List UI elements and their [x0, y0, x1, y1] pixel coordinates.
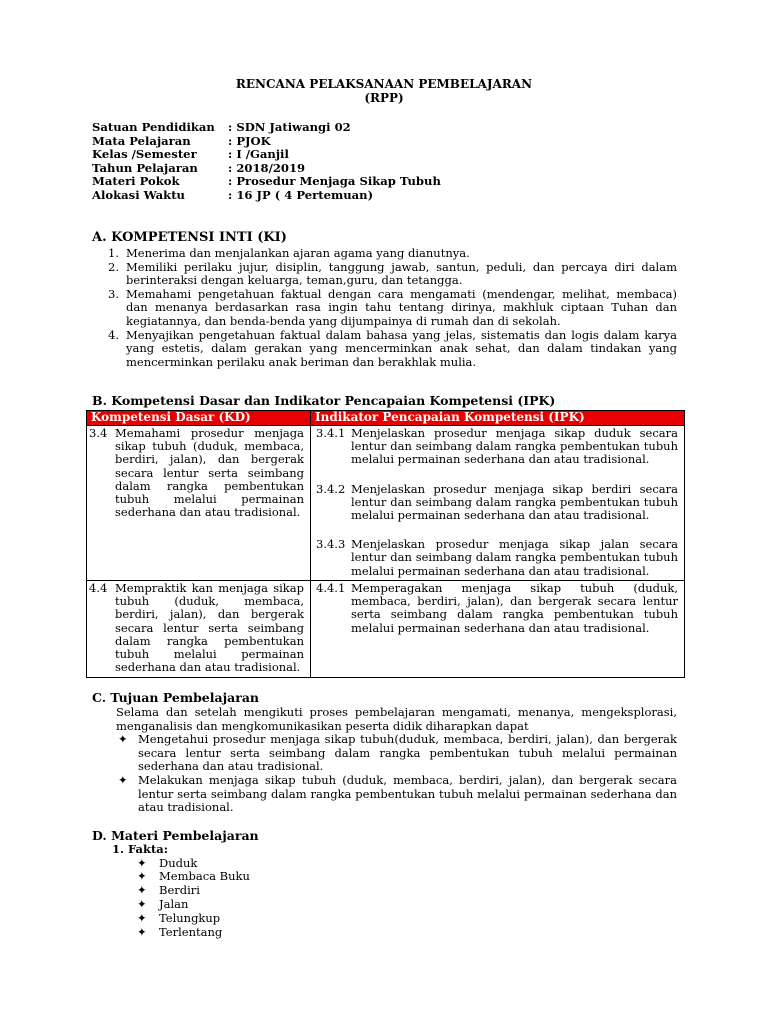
ipk-code: 4.4.1	[316, 581, 346, 595]
document-subtitle: (RPP)	[364, 91, 404, 105]
ipk-code: 3.4.3	[316, 537, 346, 552]
list-item	[116, 774, 677, 815]
identity-label: Tahun Pelajaran	[92, 160, 198, 175]
identity-value: : SDN Jatiwangi 02	[228, 120, 351, 134]
section-a-heading: A. KOMPETENSI INTI (KI)	[92, 230, 287, 245]
ipk-text: Memperagakan menjaga sikap tubuh (duduk, membaca, berdiri, jalan), dan bergerak secara lentur serta seimbang dalam rangka pembentukan tubuh melalui permainan sederhana dan atau tradisional.	[351, 581, 678, 635]
star-bullet-icon: ✦	[137, 910, 147, 925]
tujuan-text: Melakukan menjaga sikap tubuh (duduk, membaca, berdiri, jalan), dan bergerak secara lentur serta seimbang dalam rangka pembentukan tubuh melalui permainan sederhana dan atau tradisional.	[138, 772, 677, 815]
identity-label: Materi Pokok	[92, 174, 180, 189]
ipk-text: Menjelaskan prosedur menjaga sikap berdiri secara lentur dan seimbang dalam rangka pembentukan tubuh melalui permainan sederhana dan atau tradisional.	[351, 481, 678, 523]
ki-text: Memiliki perilaku jujur, disiplin, tanggung jawab, santun, peduli, dan percaya diri dalam berinteraksi dengan keluarga, teman,guru, dan tetangga.	[126, 259, 677, 288]
identity-label: Mata Pelajaran	[92, 133, 191, 148]
ipk-code: 3.4.1	[316, 426, 346, 440]
identity-value: : 2018/2019	[228, 160, 306, 175]
list-item	[135, 857, 250, 871]
list-item	[135, 870, 250, 884]
ki-number: 3.	[108, 286, 119, 301]
ki-number: 1.	[108, 246, 119, 260]
fakta-list	[135, 857, 250, 940]
fakta-text: Terlentang	[159, 924, 223, 939]
ipk-cell	[311, 581, 685, 678]
kd-column-header: Kompetensi Dasar (KD)	[87, 411, 311, 426]
section-b-heading: B. Kompetensi Dasar dan Indikator Pencapaian Kompetensi (IPK)	[92, 393, 556, 408]
ki-item	[108, 261, 677, 288]
fakta-text: Jalan	[159, 896, 189, 911]
ipk-text: Menjelaskan prosedur menjaga sikap jalan secara lentur dan seimbang dalam rangka pembentukan tubuh melalui permainan sederhana dan atau tradisional.	[351, 537, 678, 578]
document-title: RENCANA PELAKSANAAN PEMBELAJARAN	[235, 77, 533, 91]
star-bullet-icon: ✦	[137, 869, 147, 884]
ipk-text: Menjelaskan prosedur menjaga sikap duduk secara lentur dan seimbang dalam rangka pembentukan tubuh melalui permainan sederhana dan atau tradisional.	[351, 426, 678, 467]
fakta-text: Membaca Buku	[159, 869, 250, 884]
ki-number: 4.	[108, 327, 119, 342]
fakta-text: Telungkup	[159, 910, 221, 925]
table-row	[87, 426, 685, 581]
tujuan-text: Mengetahui prosedur menjaga sikap tubuh(duduk, membaca, berdiri, jalan), dan bergerak secara lentur serta seimbang dalam rangka pembentukan tubuh melalui permainan sederhana dan atau tradisional.	[138, 732, 677, 774]
list-item	[135, 926, 250, 940]
ipk-item	[311, 482, 684, 523]
star-bullet-icon: ✦	[137, 896, 147, 911]
ipk-cell	[311, 426, 685, 581]
ki-list	[108, 247, 677, 369]
tujuan-intro: Selama dan setelah mengikuti proses pembelajaran mengamati, menanya, mengeksplorasi, menganalisis dan mengkomunikasikan peserta didik diharapkan dapat	[116, 705, 677, 733]
identity-value: : PJOK	[228, 133, 271, 148]
ki-text: Menerima dan menjalankan ajaran agama yang dianutnya.	[126, 246, 470, 260]
list-item	[116, 733, 677, 774]
tujuan-list	[116, 733, 677, 815]
table-header-row	[87, 411, 685, 426]
star-bullet-icon: ✦	[137, 924, 147, 939]
ipk-item	[311, 581, 684, 635]
list-item	[135, 884, 250, 898]
fakta-text: Duduk	[159, 855, 198, 870]
kd-text: Memahami prosedur menjaga sikap tubuh (duduk, membaca, berdiri, jalan), dan bergerak secara lentur serta seimbang dalam rangka pembentukan tubuh melalui permainan sederhana dan atau tradisional.	[115, 426, 304, 520]
list-item	[135, 898, 250, 912]
ipk-code: 3.4.2	[316, 481, 346, 496]
star-bullet-icon: ✦	[137, 883, 147, 898]
ki-number: 2.	[108, 259, 119, 274]
materi-block	[112, 843, 250, 939]
ki-text: Menyajikan pengetahuan faktual dalam bahasa yang jelas, sistematis dan logis dalam karya yang estetis, dalam gerakan yang mencerminkan anak sehat, dan dalam tindakan yang mencerminkan perilaku anak beriman dan berakhlak mulia.	[126, 327, 677, 369]
kd-text: Mempraktik kan menjaga sikap tubuh (duduk, membaca, berdiri, jalan), dan bergerak secara lentur serta seimbang dalam rangka pembentukan tubuh melalui permainan sederhana dan atau tradisional.	[115, 581, 304, 675]
identity-label: Alokasi Waktu	[92, 187, 185, 202]
star-bullet-icon: ✦	[137, 855, 147, 870]
identity-value: : 16 JP ( 4 Pertemuan)	[228, 187, 374, 202]
ipk-column-header: Indikator Pencapaian Kompetensi (IPK)	[311, 411, 685, 426]
kd-cell	[87, 581, 311, 678]
ki-text: Memahami pengetahuan faktual dengan cara mengamati (mendengar, melihat, membaca) dan menanya berdasarkan rasa ingin tahu tentang dirinya, makhluk ciptaan Tuhan dan kegiatannya, dan benda-benda yang dijumpainya di rumah dan di sekolah.	[126, 286, 677, 328]
tujuan-block	[116, 706, 677, 815]
kd-cell	[87, 426, 311, 581]
kd-ipk-table	[86, 410, 685, 678]
identity-value: : I /Ganjil	[228, 147, 289, 162]
ipk-item	[311, 537, 684, 578]
section-d-heading: D. Materi Pembelajaran	[92, 828, 259, 843]
kd-code: 4.4	[89, 581, 108, 595]
ki-item	[108, 288, 677, 329]
star-bullet-icon: ✦	[118, 732, 128, 747]
identity-label: Satuan Pendidikan	[92, 120, 215, 134]
star-bullet-icon: ✦	[118, 772, 128, 787]
ki-item	[108, 247, 677, 261]
kd-code: 3.4	[89, 426, 108, 440]
ki-item	[108, 329, 677, 370]
identity-label: Kelas /Semester	[92, 147, 197, 162]
identity-value: : Prosedur Menjaga Sikap Tubuh	[228, 174, 441, 189]
ipk-item	[311, 426, 684, 467]
table-row	[87, 581, 685, 678]
section-c-heading: C. Tujuan Pembelajaran	[92, 690, 260, 705]
fakta-text: Berdiri	[159, 883, 200, 898]
fakta-heading: 1. Fakta:	[112, 842, 168, 856]
list-item	[135, 912, 250, 926]
